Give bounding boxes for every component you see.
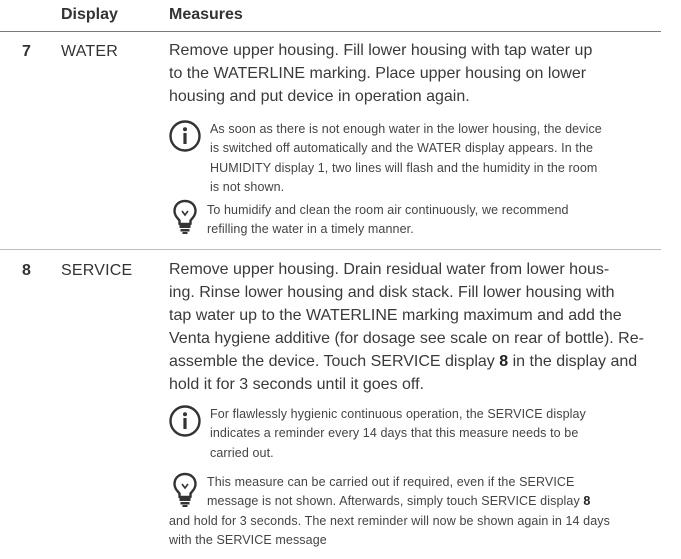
row-divider: [0, 249, 661, 250]
note-line: with the SERVICE message: [169, 533, 327, 548]
measure-line: tap water up to the WATERLINE marking maximum and add the: [169, 307, 622, 324]
measure-line: ing. Rinse lower housing and disk stack. Fill lower housing with: [169, 284, 615, 301]
header-divider: [0, 31, 661, 32]
measure-line: Remove upper housing. Drain residual water from lower hous-: [169, 261, 610, 278]
info-icon: [168, 119, 202, 153]
lightbulb-icon: [172, 199, 198, 235]
display-number-bold: 8: [499, 353, 509, 370]
display-name: SERVICE: [61, 262, 133, 279]
note-line: is switched off automatically and the WATER display appears. In the: [210, 141, 594, 156]
row-number: 8: [22, 262, 31, 279]
display-number-bold: 8: [583, 494, 591, 509]
tip-note-continued: [169, 512, 610, 551]
measure-line: housing and put device in operation again.: [169, 88, 470, 105]
info-icon: [168, 404, 202, 438]
note-line: HUMIDITY display 1, two lines will flash and the humidity in the room: [210, 160, 598, 175]
note-line: For flawlessly hygienic continuous operation, the SERVICE display: [210, 407, 586, 421]
column-header-display: Display: [61, 6, 118, 23]
tip-note: [207, 473, 590, 512]
row-number: 7: [22, 43, 31, 60]
note-line: carried out.: [210, 445, 274, 460]
lightbulb-icon: [172, 472, 198, 508]
note-line: This measure can be carried out if required, even if the SERVICE: [207, 475, 575, 489]
note-line: message is not shown. Afterwards, simply touch SERVICE display 8: [207, 494, 591, 509]
measure-line: hold it for 3 seconds until it goes off.: [169, 376, 424, 393]
display-name: WATER: [61, 43, 118, 60]
note-line: As soon as there is not enough water in the lower housing, the device: [210, 122, 602, 136]
info-note: [210, 120, 602, 197]
info-note: [210, 405, 586, 463]
measure-line: Venta hygiene additive (for dosage see scale on rear of bottle). Re-: [169, 330, 644, 347]
measure-line: Remove upper housing. Fill lower housing with tap water up: [169, 42, 593, 59]
note-line: indicates a reminder every 14 days that this measure needs to be: [210, 426, 579, 441]
note-line: To humidify and clean the room air continuously, we recommend: [207, 203, 569, 217]
note-line: refilling the water in a timely manner.: [207, 222, 414, 237]
measure-text: [169, 258, 661, 396]
tip-note: [207, 201, 569, 240]
measure-line: to the WATERLINE marking. Place upper housing on lower: [169, 65, 587, 82]
measure-text: [169, 39, 661, 108]
note-line: is not shown.: [210, 179, 285, 194]
measure-line: assemble the device. Touch SERVICE display 8 in the display and: [169, 353, 638, 370]
column-header-measures: Measures: [169, 6, 243, 23]
note-line: and hold for 3 seconds. The next reminder will now be shown again in 14 days: [169, 514, 610, 528]
